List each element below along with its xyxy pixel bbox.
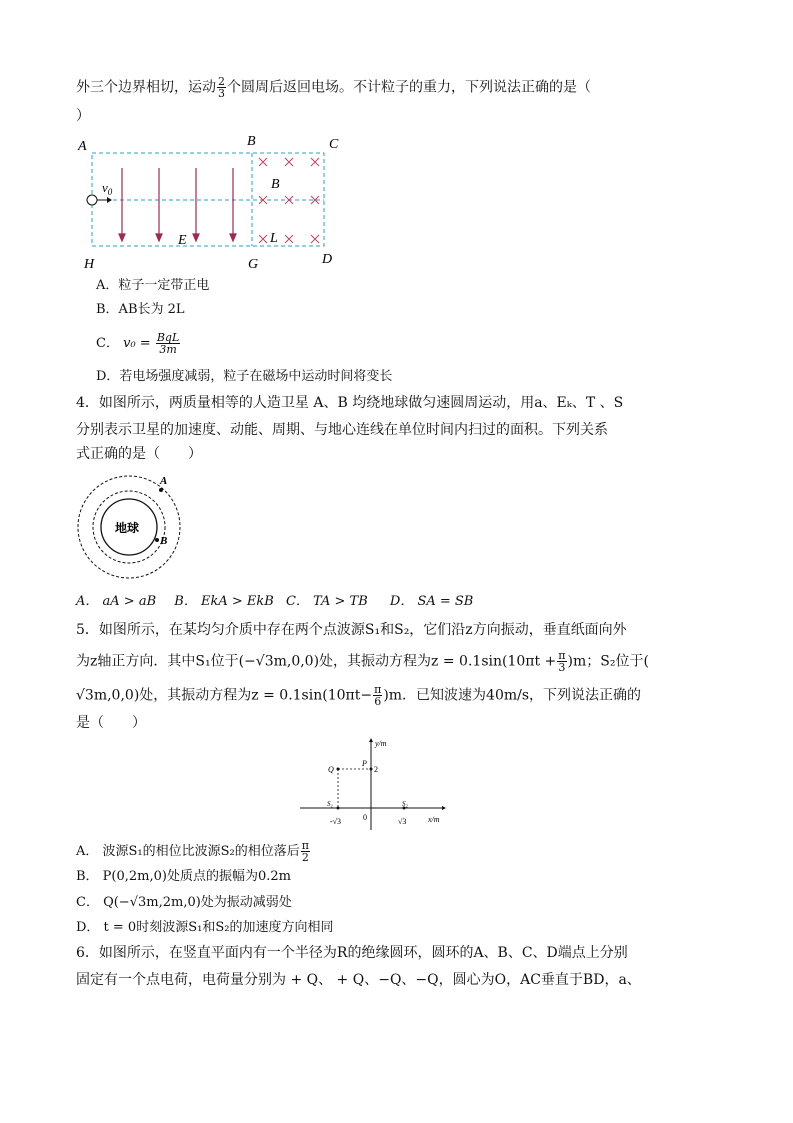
point-q-label: Q — [328, 765, 334, 774]
q3-option-c: C． v₀ = $\frac{\text{BqL}}{3m}$ — [96, 331, 180, 356]
q3-option-a: A．粒子一定带正电 — [96, 278, 210, 293]
label-L: L — [270, 231, 278, 246]
q4-line-1: 4．如图所示，两质量相等的人造卫星 A、B 均绕地球做匀速圆周运动，用a、Eₖ、T 、S — [76, 395, 624, 411]
origin-label: 0 — [363, 813, 367, 822]
q5-line-4: 是（ ） — [76, 715, 146, 731]
q3-option-d: D．若电场强度减弱，粒子在磁场中运动时间将变长 — [96, 369, 393, 384]
q3-intro-text-b: 个圆周后返回电场。不计粒子的重力，下列说法正确的是（ — [227, 79, 591, 96]
q3-close-paren: ） — [76, 108, 90, 124]
q3-option-b: B．AB长为 2L — [96, 302, 185, 317]
y-two-label: 2 — [374, 765, 378, 774]
q5-line-2: 为z轴正方向．其中S₁位于(−√3m,0,0)处，其振动方程为z = 0.1sin(10πt + $\frac{\pi}{3}$ )m；S₂位于( — [76, 649, 649, 674]
q4-option-c: C． TA > TB — [285, 594, 368, 609]
satellite-b-label: B — [160, 535, 168, 547]
q4-line-2: 分别表示卫星的加速度、动能、周期、与地心连线在单位时间内扫过的面积。下列关系 — [76, 422, 608, 438]
q5-option-c: C． Q(−√3m,2m,0)处为振动减弱处 — [76, 895, 292, 910]
label-v0: $v_0$ — [102, 180, 113, 197]
q5-option-d: D． t = 0时刻波源S₁和S₂的加速度方向相同 — [76, 920, 334, 935]
s2-label: S₂ — [402, 800, 408, 808]
q5-option-b: B． P(0,2m,0)处质点的振幅为0.2m — [76, 869, 291, 884]
q5-line-1: 5．如图所示，在某均匀介质中存在两个点波源S₁和S₂，它们沿z方向振动，垂直纸面向外 — [76, 622, 627, 638]
q5-line-3: √3m,0,0)处，其振动方程为z = 0.1sin(10πt− $\frac{\pi}{6}$ )m．已知波速为40m/s，下列说法正确的 — [76, 683, 642, 708]
label-H: H — [84, 257, 95, 272]
label-B-field: B — [271, 177, 280, 192]
q4-options-row — [76, 592, 473, 612]
earth-label: 地球 — [115, 521, 140, 535]
s1-label: S₁ — [327, 800, 333, 808]
q5-option-a: A． 波源S₁的相位比波源S₂的相位落后 $\frac{\pi}{2}$ — [76, 839, 309, 864]
q6-line-2: 固定有一个点电荷，电荷量分别为 + Q、 + Q、−Q、−Q，圆心为O，AC垂直于BD，a、 — [76, 972, 641, 988]
label-A: A — [78, 139, 87, 154]
label-E: E — [178, 233, 187, 248]
x-axis-label: x/m — [428, 815, 440, 824]
label-D: D — [322, 252, 333, 267]
root3-label: √3 — [398, 817, 407, 826]
neg-root3-label: -√3 — [330, 817, 342, 826]
q3-intro-text-a: 外三个边界相切，运动 — [76, 79, 216, 96]
q4-option-d: D． SA = SB — [389, 594, 474, 609]
label-G: G — [248, 257, 259, 272]
q4-option-a: A． aA > aB — [76, 594, 157, 609]
q3-intro-line — [76, 76, 591, 99]
label-B-corner: B — [247, 134, 256, 149]
q4-orbit-diagram — [74, 470, 184, 582]
q3-option-c-fraction: $\frac{\text{BqL}}{3m}$ — [156, 331, 180, 356]
q3-field-diagram — [74, 130, 354, 272]
label-C: C — [329, 137, 339, 152]
q5-coordinate-diagram — [298, 736, 448, 832]
point-p-label: P — [362, 759, 367, 768]
y-axis-label: y/m — [375, 739, 387, 748]
q4-option-b: B． EkA > EkB — [174, 594, 274, 609]
q3-fraction: $\frac{2}{3}$ — [218, 75, 225, 100]
q4-line-3: 式正确的是（ ） — [76, 446, 202, 462]
q6-line-1: 6．如图所示，在竖直平面内有一个半径为R的绝缘圆环，圆环的A、B、C、D端点上分别 — [76, 945, 628, 961]
satellite-a-label: A — [160, 475, 168, 487]
